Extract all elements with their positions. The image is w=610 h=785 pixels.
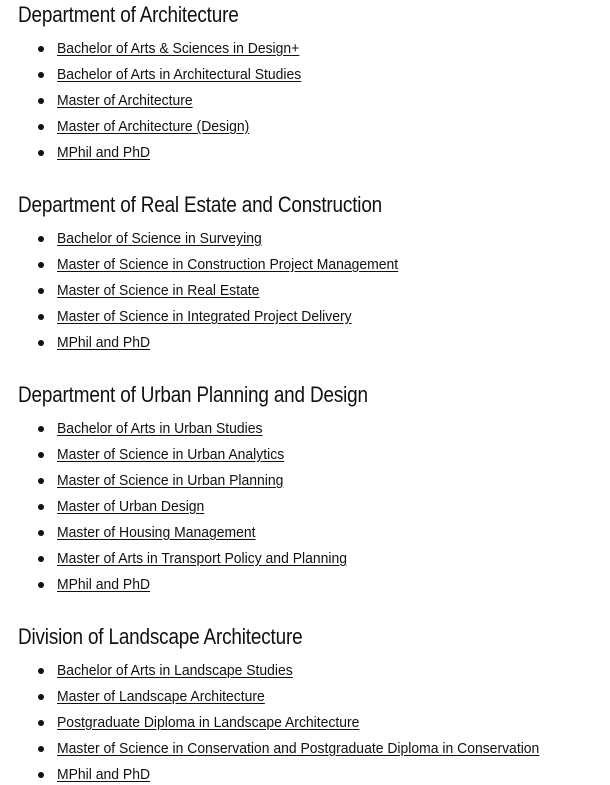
- program-link[interactable]: Master of Arts in Transport Policy and Planning: [57, 550, 348, 567]
- list-item: [18, 442, 608, 468]
- list-item: [18, 252, 608, 278]
- list-item: [18, 710, 608, 736]
- list-item: [18, 304, 608, 330]
- section-landscape-architecture: [18, 624, 608, 785]
- section-real-estate-construction: [18, 192, 608, 356]
- list-item: [18, 62, 608, 88]
- bullet-icon: [38, 124, 44, 130]
- bullet-icon: [38, 746, 44, 752]
- program-link[interactable]: Bachelor of Arts in Urban Studies: [57, 420, 263, 437]
- section-heading: Department of Urban Planning and Design: [18, 382, 368, 407]
- program-link[interactable]: Bachelor of Arts in Landscape Studies: [57, 662, 293, 679]
- program-link[interactable]: Master of Architecture: [57, 92, 193, 109]
- program-link[interactable]: MPhil and PhD: [57, 576, 151, 593]
- bullet-icon: [38, 236, 44, 242]
- bullet-icon: [38, 150, 44, 156]
- bullet-icon: [38, 720, 44, 726]
- program-list: [18, 658, 608, 785]
- bullet-icon: [38, 46, 44, 52]
- list-item: [18, 416, 608, 442]
- program-link[interactable]: Master of Science in Integrated Project Delivery: [57, 308, 352, 325]
- list-item: [18, 226, 608, 252]
- program-link[interactable]: Master of Science in Conservation and Postgraduate Diploma in Conservation: [57, 740, 540, 757]
- section-architecture: [18, 2, 608, 166]
- program-link[interactable]: Master of Landscape Architecture: [57, 688, 265, 705]
- bullet-icon: [38, 314, 44, 320]
- program-link[interactable]: Master of Architecture (Design): [57, 118, 250, 135]
- program-list: [18, 416, 608, 598]
- bullet-icon: [38, 556, 44, 562]
- list-item: [18, 684, 608, 710]
- bullet-icon: [38, 452, 44, 458]
- bullet-icon: [38, 426, 44, 432]
- list-item: [18, 520, 608, 546]
- program-link[interactable]: MPhil and PhD: [57, 334, 151, 351]
- section-urban-planning-design: [18, 382, 608, 598]
- program-link[interactable]: MPhil and PhD: [57, 144, 151, 161]
- program-link[interactable]: MPhil and PhD: [57, 766, 151, 783]
- list-item: [18, 572, 608, 598]
- program-link[interactable]: Bachelor of Arts & Sciences in Design+: [57, 40, 300, 57]
- list-item: [18, 546, 608, 572]
- bullet-icon: [38, 262, 44, 268]
- bullet-icon: [38, 288, 44, 294]
- program-link[interactable]: Bachelor of Science in Surveying: [57, 230, 262, 247]
- program-link[interactable]: Master of Urban Design: [57, 498, 205, 515]
- list-item: [18, 36, 608, 62]
- bullet-icon: [38, 504, 44, 510]
- list-item: [18, 114, 608, 140]
- bullet-icon: [38, 340, 44, 346]
- program-link[interactable]: Master of Science in Urban Analytics: [57, 446, 285, 463]
- bullet-icon: [38, 530, 44, 536]
- section-heading: Department of Real Estate and Construction: [18, 192, 383, 217]
- bullet-icon: [38, 694, 44, 700]
- list-item: [18, 140, 608, 166]
- bullet-icon: [38, 668, 44, 674]
- program-link[interactable]: Master of Science in Real Estate: [57, 282, 260, 299]
- program-list: [18, 226, 608, 356]
- section-heading: Division of Landscape Architecture: [18, 624, 303, 649]
- list-item: [18, 468, 608, 494]
- program-list: [18, 36, 608, 166]
- program-link[interactable]: Master of Science in Construction Project Management: [57, 256, 399, 273]
- program-link[interactable]: Bachelor of Arts in Architectural Studies: [57, 66, 302, 83]
- list-item: [18, 88, 608, 114]
- bullet-icon: [38, 478, 44, 484]
- bullet-icon: [38, 98, 44, 104]
- bullet-icon: [38, 72, 44, 78]
- list-item: [18, 658, 608, 684]
- list-item: [18, 330, 608, 356]
- section-heading: Department of Architecture: [18, 2, 239, 27]
- list-item: [18, 494, 608, 520]
- bullet-icon: [38, 772, 44, 778]
- list-item: [18, 762, 608, 785]
- bullet-icon: [38, 582, 44, 588]
- list-item: [18, 278, 608, 304]
- program-link[interactable]: Postgraduate Diploma in Landscape Architecture: [57, 714, 360, 731]
- program-link[interactable]: Master of Housing Management: [57, 524, 256, 541]
- list-item: [18, 736, 608, 762]
- program-link[interactable]: Master of Science in Urban Planning: [57, 472, 284, 489]
